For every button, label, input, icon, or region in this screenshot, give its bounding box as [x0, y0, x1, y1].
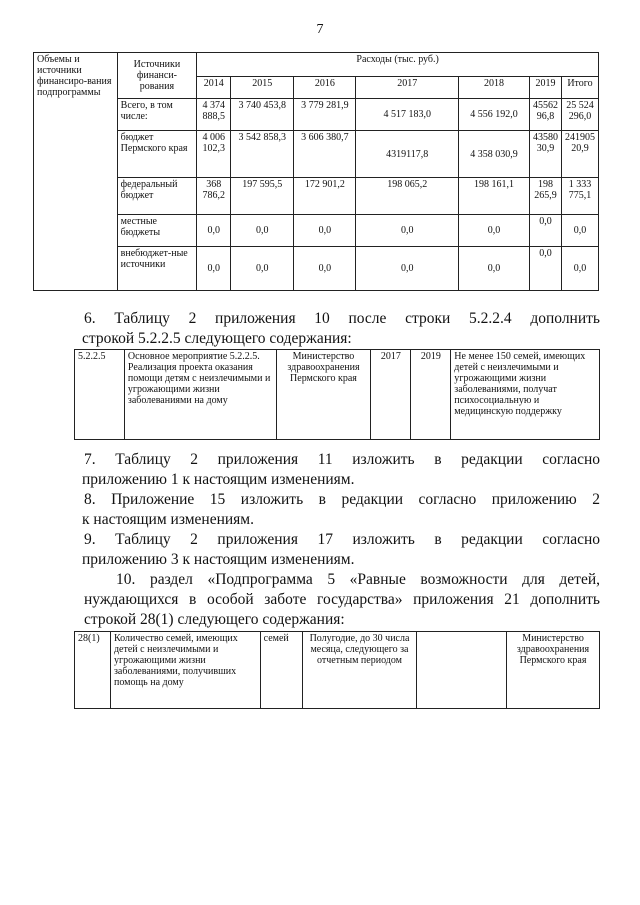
- value-cell: 0,0: [459, 247, 530, 291]
- event-start-year: 2017: [371, 350, 411, 440]
- paragraph-text: 7. Таблицу 2 приложения 11 изложить в редакции согласно: [84, 451, 600, 468]
- value-cell: 4 374 888,5: [197, 99, 231, 131]
- paragraph-9: [84, 530, 600, 570]
- year-header: 2015: [231, 77, 294, 99]
- indicator-description: Количество семей, имеющих детей с неизлечимыми и угрожающими жизни заболеваниями, получивших помощь на дому: [110, 632, 260, 709]
- indicator-responsible: Министерство здравоохранения Пермского края: [507, 632, 600, 709]
- value-cell: 4 358 030,9: [459, 131, 530, 178]
- value-cell: 0,0: [561, 247, 598, 291]
- value-cell: 45562 96,8: [529, 99, 561, 131]
- paragraph-text: к настоящим изменениям.: [82, 511, 254, 528]
- paragraph-text: строкой 28(1) следующего содержания:: [84, 611, 345, 628]
- value-cell: 0,0: [561, 215, 598, 247]
- year-header: 2017: [356, 77, 459, 99]
- value-cell: 4 517 183,0: [356, 99, 459, 131]
- event-end-year: 2019: [411, 350, 451, 440]
- value-cell: 0,0: [459, 215, 530, 247]
- sources-header: Источники финанси-рования: [117, 53, 197, 99]
- paragraph-8: [84, 490, 600, 530]
- value-cell: 0,0: [231, 247, 294, 291]
- event-executor: Министерство здравоохранения Пермского края: [276, 350, 371, 440]
- source-cell: Всего, в том числе:: [117, 99, 197, 131]
- paragraph-text: нуждающихся в особой заботе государства» приложения 21 дополнить: [84, 591, 600, 608]
- source-cell: федеральный бюджет: [117, 178, 197, 215]
- event-code: 5.2.2.5: [75, 350, 125, 440]
- indicator-code: 28(1): [75, 632, 111, 709]
- year-header: 2018: [459, 77, 530, 99]
- value-cell: 0,0: [529, 215, 561, 247]
- value-cell: 0,0: [294, 215, 356, 247]
- year-header: 2014: [197, 77, 231, 99]
- paragraph-text: 8. Приложение 15 изложить в редакции согласно приложению 2: [84, 491, 600, 508]
- table-row: [34, 131, 599, 178]
- value-cell: 172 901,2: [294, 178, 356, 215]
- value-cell: 0,0: [197, 247, 231, 291]
- value-cell: 3 779 281,9: [294, 99, 356, 131]
- year-header: 2016: [294, 77, 356, 99]
- financing-volume-label: Объемы и источники финансиро-вания подпрограммы: [34, 53, 118, 291]
- value-cell: 25 524 296,0: [561, 99, 598, 131]
- paragraph-text: 6. Таблицу 2 приложения 10 после строки 5.2.2.4 дополнить: [84, 310, 600, 327]
- value-cell: 4 006 102,3: [197, 131, 231, 178]
- value-cell: 0,0: [231, 215, 294, 247]
- paragraph-text: приложению 1 к настоящим изменениям.: [82, 471, 355, 488]
- value-cell: 0,0: [529, 247, 561, 291]
- value-cell: 241905 20,9: [561, 131, 598, 178]
- paragraph-text: 9. Таблицу 2 приложения 17 изложить в редакции согласно: [84, 531, 600, 548]
- table-row: [75, 350, 600, 440]
- value-cell: 197 595,5: [231, 178, 294, 215]
- value-cell: 0,0: [197, 215, 231, 247]
- paragraph-10: [84, 570, 600, 630]
- event-description: Основное мероприятие 5.2.2.5. Реализация проекта оказания помощи детям с неизлечимыми и угрожающими жизни заболеваниями на дому: [124, 350, 276, 440]
- value-cell: 4 556 192,0: [459, 99, 530, 131]
- value-cell: 198 265,9: [529, 178, 561, 215]
- paragraph-6: [84, 309, 600, 349]
- total-header: Итого: [561, 77, 598, 99]
- value-cell: 43580 30,9: [529, 131, 561, 178]
- source-cell: местные бюджеты: [117, 215, 197, 247]
- value-cell: 3 606 380,7: [294, 131, 356, 178]
- paragraph-text: приложению 3 к настоящим изменениям.: [82, 551, 355, 568]
- indicator-unit: семей: [260, 632, 302, 709]
- value-cell: 1 333 775,1: [561, 178, 598, 215]
- expenses-header: Расходы (тыс. руб.): [197, 53, 599, 77]
- indicator-table: [74, 631, 600, 709]
- table-row: [34, 99, 599, 131]
- value-cell: 3 542 858,3: [231, 131, 294, 178]
- source-cell: внебюджет-ные источники: [117, 247, 197, 291]
- value-cell: 3 740 453,8: [231, 99, 294, 131]
- table-row: [34, 247, 599, 291]
- table-row: [34, 178, 599, 215]
- value-cell: 198 161,1: [459, 178, 530, 215]
- value-cell: 368 786,2: [197, 178, 231, 215]
- event-table: [74, 349, 600, 440]
- indicator-period: Полугодие, до 30 числа месяца, следующего за отчетным периодом: [302, 632, 417, 709]
- year-header: 2019: [529, 77, 561, 99]
- value-cell: 0,0: [294, 247, 356, 291]
- page-number: 7: [316, 22, 324, 37]
- event-result: Не менее 150 семей, имеющих детей с неизлечимыми и угрожающими жизни заболеваниями, получат психосоциальную и медицинскую поддержку: [451, 350, 600, 440]
- value-cell: 198 065,2: [356, 178, 459, 215]
- value-cell: 0,0: [356, 215, 459, 247]
- table-row: [34, 215, 599, 247]
- value-cell: 0,0: [356, 247, 459, 291]
- paragraph-text: 10. раздел «Подпрограмма 5 «Равные возможности для детей,: [116, 571, 600, 588]
- value-cell: 4319117,8: [356, 131, 459, 178]
- paragraph-text: строкой 5.2.2.5 следующего содержания:: [82, 330, 352, 347]
- financing-table: [33, 52, 599, 291]
- source-cell: бюджет Пермского края: [117, 131, 197, 178]
- indicator-empty-cell: [417, 632, 507, 709]
- table-row: [75, 632, 600, 709]
- paragraph-7: [84, 450, 600, 490]
